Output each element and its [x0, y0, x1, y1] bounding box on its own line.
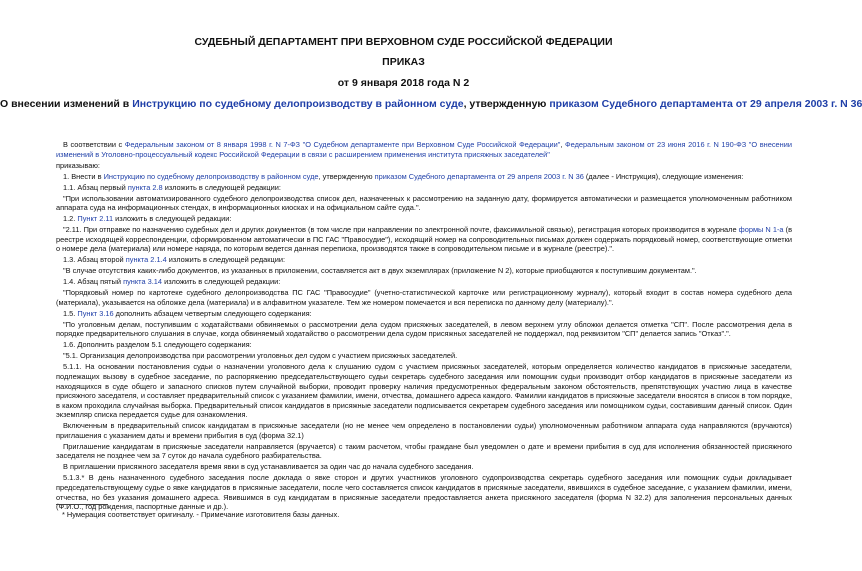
- paragraph-1-4: [56, 277, 792, 287]
- quote-1-3: "В случае отсутствия каких-либо документов, из указанных в приложении, составляется акт в двух экземплярах (приложение N 2), которые приобщаются к поступившим документам.".: [63, 266, 697, 276]
- paragraph-1: [56, 172, 792, 182]
- document-type: ПРИКАЗ: [382, 56, 425, 68]
- link-clause-3-16[interactable]: Пункт 3.16: [77, 308, 114, 318]
- paragraph-1-1: [56, 183, 792, 193]
- paragraph-1-5: [56, 309, 792, 319]
- department-heading: СУДЕБНЫЙ ДЕПАРТАМЕНТ ПРИ ВЕРХОВНОМ СУДЕ РОССИЙСКОЙ ФЕДЕРАЦИИ: [194, 36, 613, 48]
- link-clause-2-11[interactable]: Пункт 2.11: [77, 214, 114, 224]
- document-date-number: от 9 января 2018 года N 2: [337, 77, 470, 89]
- q12-text-post: (в реестре исходящей корреспонденции, сформированном автоматически в ПС ГАС "Правосудие"), исходящий номер на сопроводительных письмах должен содержать порядковый номер, соответствующие отметки о номере дела (материала) или номере наряда, по которым ведется данная переписка, производятся также в сопроводительном письме и в журнале (реестре).".: [56, 225, 792, 254]
- p1-text-pre: 1. Внести в: [63, 171, 104, 181]
- title-text-mid: , утвержденную: [463, 98, 550, 110]
- p13-text-pre: 1.3. Абзац второй: [63, 255, 126, 265]
- link-federal-law-7fz[interactable]: Федеральным законом от 8 января 1998 г. N 7-ФЗ "О Судебном департаменте при Верховном Суде Российской Федерации": [124, 140, 561, 149]
- title-link-order[interactable]: приказом Судебного департамента от 29 апреля 2003 г. N 36: [549, 98, 862, 110]
- footnote-divider: [56, 504, 108, 505]
- p15-text-post: дополнить абзацем четвертым следующего содержания:: [113, 308, 312, 318]
- p14-text-pre: 1.4. Абзац пятый: [63, 277, 124, 287]
- section-5-1-1: 5.1.1. На основании постановления судьи о назначении уголовного дела к слушанию судом с участием присяжных заседателей, которым определяется количество кандидатов в присяжные заседатели, подлежащих вызову в судебное заседание, по распоряжению председательствующего судьи секретарь судебного заседания или помощник судьи производит отбор кандидатов в присяжные заседатели из находящихся в суде общего и запасного списков путем случайной выборки, проводит проверку наличия предусмотренных федеральным законом обстоятельств, препятствующих участию лица в качестве присяжного заседателя, и составляет предварительный список с указанием фамилии, имени, отчества, домашнего адреса каждого. Фамилии кандидатов в присяжные заседатели вносятся в список в том порядке, в каком проходила случайная выборка. Предварительный список кандидатов в присяжные заседатели подписывается секретарем судебного заседания или помощником судьи, составившим данный список. Один экземпляр списка передается судье для ознакомления.: [56, 362, 792, 420]
- p11-text-pre: 1.1. Абзац первый: [63, 182, 128, 192]
- paragraph-1-6: 1.6. Дополнить разделом 5.1 следующего содержания:: [63, 340, 252, 350]
- quote-1-1: "При использовании автоматизированного судебного делопроизводства список дел, назначенных к рассмотрению на заданную дату, формируется автоматически и размещается уполномоченным работником аппарата суда на информационных стендах, в информационных киосках и на официальном сайте суда.".: [56, 193, 792, 213]
- paragraph-1-3: [56, 255, 792, 265]
- intro-separator: ,: [560, 140, 565, 149]
- paragraph-1-2: [56, 214, 792, 224]
- link-form-1a[interactable]: формы N 1-а: [738, 225, 784, 235]
- intro-text-pre: В соответствии с: [63, 140, 125, 149]
- title-link-instruction[interactable]: Инструкцию по судебному делопроизводству в районном суде: [132, 98, 464, 110]
- link-clause-3-14[interactable]: пункта 3.14: [123, 277, 163, 287]
- link-federal-law-190fz[interactable]: Федеральным законом от 23 июня 2016 г. N 190-ФЗ "О внесении изменений в Уголовно-процессуальный кодекс Российской Федерации в связи с расширением применения института присяжных заседателей": [56, 140, 792, 159]
- p12-text-pre: 1.2.: [63, 214, 78, 224]
- p11-text-post: изложить в следующей редакции:: [162, 182, 281, 192]
- orders-line: приказываю:: [56, 160, 100, 170]
- section-5-1-1-invitations: Включенным в предварительный список кандидатам в присяжные заседатели (но не менее чем определено в постановлении судьи) уполномоченным работником аппарата суда направляются (вручаются) приглашения с указанием даты и времени прибытия в суд (форма 32.1): [56, 421, 792, 440]
- quote-1-2: [56, 225, 792, 254]
- section-5-1-1-timing: Приглашение кандидатам в присяжные заседатели направляется (вручается) с таким расчетом, чтобы граждане был уведомлен о дате и времени прибытия в суд для исполнения обязанностей присяжного заседателя не позднее чем за 7 суток до начала судебного разбирательства.: [56, 441, 792, 461]
- section-5-1-3: 5.1.3.* В день назначенного судебного заседания после доклада о явке сторон и других участников уголовного судопроизводства секретарь судебного заседания или помощник судьи докладывает председательствующему судье о явке кандидатов в присяжные заседатели, после чего составляется список кандидатов в присяжные заседатели, явившихся в судебное заседание, с указанием фамилии, имени, отчества, но без указания домашнего адреса. Явившимся в суд кандидатам в присяжные заседатели предоставляется анкета присяжного заседателя (форма N 32.2) для заполнения персональных данных (Ф.И.О., год рождения, паспортные данные и др.).: [56, 473, 792, 512]
- p1-text-mid: , утвержденную: [318, 171, 375, 181]
- link-clause-2-1-4[interactable]: пункта 2.1.4: [125, 255, 167, 265]
- footnote: * Нумерация соответствует оригиналу. - Примечание изготовителя базы данных.: [62, 510, 340, 519]
- quote-1-4: "Порядковый номер по картотеке судебного делопроизводства ПС ГАС "Правосудие" (учетно-статистической карточке или регистрационному журналу), который входит в состав номера судебного дела (материала), указывается на обложке дела (материала) и в алфавитном указателе. Тем же номером помечается и вся переписка по данному делу (материалу).".: [56, 288, 792, 307]
- p15-text-pre: 1.5.: [63, 308, 78, 318]
- link-clause-2-8[interactable]: пункта 2.8: [127, 182, 163, 192]
- p14-text-post: изложить в следующей редакции:: [162, 277, 281, 287]
- intro-paragraph: [56, 140, 792, 159]
- p12-text-post: изложить в следующей редакции:: [113, 214, 232, 224]
- quote-1-5: "По уголовным делам, поступившим с ходатайствами обвиняемых о рассмотрении дела судом присяжных заседателей, в левом верхнем углу обложки делается отметка "СП". После рассмотрения дела в порядке предварительного слушания в случае, когда обвиняемый ходатайство о рассмотрении дела судом присяжных заседателей не поддержал, под реквизитом "СП" делается запись "Отказ".".: [56, 319, 792, 339]
- document-body: [56, 140, 792, 513]
- section-5-1-1-arrival-time: В приглашении присяжного заседателя время явки в суд устанавливается за один час до начала судебного заседания.: [63, 462, 474, 472]
- link-order-36[interactable]: приказом Судебного департамента от 29 апреля 2003 г. N 36: [374, 171, 584, 181]
- q12-text-pre: "2.11. При отправке по назначению судебных дел и других документов (в том числе при направлении по электронной почте, факсимильной связью), регистрация которых производится в журнале: [63, 225, 739, 235]
- link-instruction[interactable]: Инструкцию по судебному делопроизводству в районном суде: [103, 171, 319, 181]
- section-5-1-heading: "5.1. Организация делопроизводства при рассмотрении уголовных дел судом с участием присяжных заседателей.: [63, 351, 458, 361]
- p1-text-post: (далее - Инструкция), следующие изменения:: [583, 171, 744, 181]
- document-title: [0, 98, 862, 110]
- title-text-pre: О внесении изменений в: [0, 98, 133, 110]
- p13-text-post: изложить в следующей редакции:: [166, 255, 286, 265]
